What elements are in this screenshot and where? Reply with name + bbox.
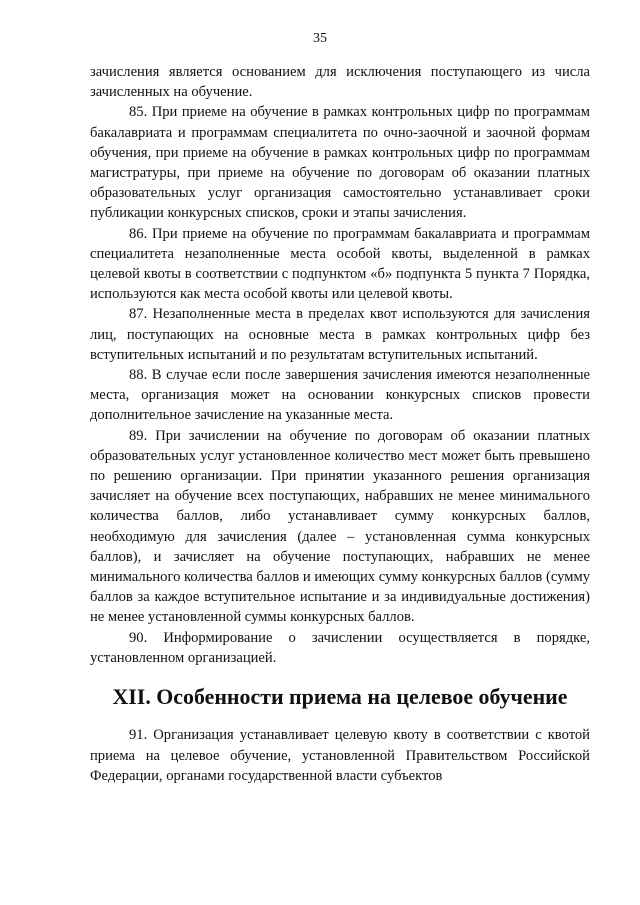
paragraph-90: 90. Информирование о зачислении осуществляется в порядке, установленном организацией.: [90, 629, 590, 666]
section-heading: XII. Особенности приема на целевое обучение: [112, 684, 568, 710]
paragraph-89: 89. При зачислении на обучение по договорам об оказании платных образовательных услуг установленное количество мест может быть превышено по решению организации. При принятии указанного решения организация зачисляет на обучение всех поступающих, набравших не менее минимального количества баллов, либо устанавливает сумму конкурсных баллов, необходимую для зачисления (далее – установленная сумма конкурсных баллов), и зачисляет на обучение поступающих, набравших не менее минимального количества баллов и имеющих сумму конкурсных баллов (сумму баллов за каждое вступительное испытание и за индивидуальные достижения) не менее установленной суммы конкурсных баллов.: [90, 427, 590, 626]
paragraph-86: 86. При приеме на обучение по программам бакалавриата и программам специалитета незаполненные места особой квоты, выделенной в рамках целевой квоты в соответствии с подпунктом «б» подпункта 5 пункта 7 Порядка, используются как места особой квоты или целевой квоты.: [90, 225, 590, 303]
paragraph-84-continuation: зачисления является основанием для исключения поступающего из числа зачисленных на обучение.: [90, 64, 590, 101]
page-number: 35: [313, 31, 327, 46]
paragraph-85: 85. При приеме на обучение в рамках контрольных цифр по программам бакалавриата и программам специалитета по очно-заочной и заочной формам обучения, при приеме на обучение в рамках контрольных цифр по программам магистратуры, при приеме на обучение по договорам об оказании платных образовательных услуг организация самостоятельно устанавливает сроки публикации конкурсных списков, сроки и этапы зачисления.: [90, 104, 590, 222]
paragraph-91: 91. Организация устанавливает целевую квоту в соответствии с квотой приема на целевое обучение, установленной Правительством Российской Федерации, органами государственной власти субъектов: [90, 727, 590, 784]
paragraph-87: 87. Незаполненные места в пределах квот используются для зачисления лиц, поступающих на основные места в рамках контрольных цифр без вступительных испытаний и по результатам вступительных испытаний.: [90, 306, 590, 363]
document-body: [90, 62, 590, 786]
paragraph-88: 88. В случае если после завершения зачисления имеются незаполненные места, организация может на основании конкурсных списков провести дополнительное зачисление на указанные места.: [90, 367, 590, 424]
